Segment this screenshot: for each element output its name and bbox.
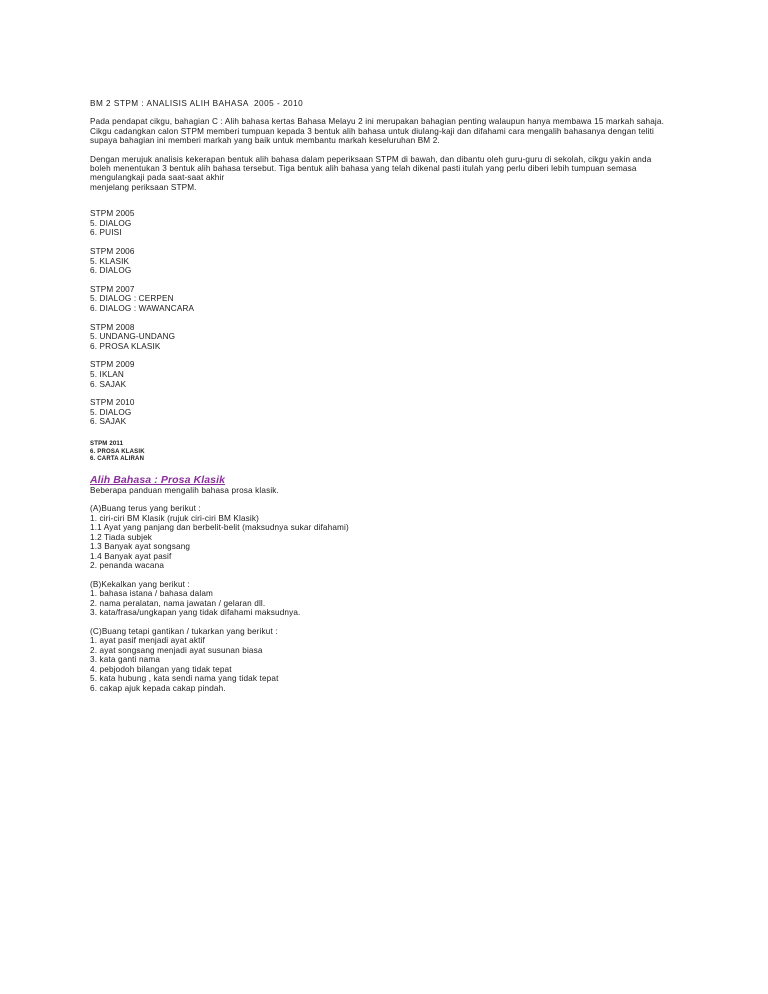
- section-heading-link[interactable]: Alih Bahasa : Prosa Klasik: [90, 473, 226, 486]
- part-heading: (A)Buang terus yang berikut :: [90, 504, 201, 514]
- analysis-line: boleh menentukan 3 bentuk alih bahasa tersebut. Tiga bentuk alih bahasa yang telah dikenal pasti itulah yang perlu diberi lebih tumpuan semasa: [90, 164, 637, 174]
- part-heading: (B)Kekalkan yang berikut :: [90, 579, 190, 589]
- part-a: [90, 504, 690, 571]
- year-label: STPM 2006: [90, 247, 135, 257]
- intro-line: supaya bahagian ini memberi markah yang baik untuk membantu markah keseluruhan BM 2.: [90, 136, 440, 146]
- part-heading: (C)Buang tetapi gantikan / tukarkan yang berikut :: [90, 626, 278, 636]
- year-block-2005: [90, 209, 690, 238]
- year-block-2008: [90, 323, 690, 352]
- intro-paragraph: [90, 117, 690, 145]
- part-item: 2. ayat songsang menjadi ayat susunan biasa: [90, 645, 263, 655]
- part-item: 2. nama peralatan, nama jawatan / gelaran dll.: [90, 598, 266, 608]
- part-item: 1. ciri-ciri BM Klasik (rujuk ciri-ciri BM Klasik): [90, 513, 259, 523]
- year-block-2007: [90, 285, 690, 314]
- year-item: 6. DIALOG: [90, 266, 132, 276]
- part-item: 3. kata ganti nama: [90, 655, 161, 665]
- year-item: 6. PROSA KLASIK: [90, 448, 145, 455]
- part-item: 2. penanda wacana: [90, 561, 165, 571]
- part-item: 5. kata hubung , kata sendi nama yang tidak tepat: [90, 674, 279, 684]
- analysis-line: mengulangkaji pada saat-saat akhir: [90, 173, 225, 183]
- year-item: 5. UNDANG-UNDANG: [90, 332, 176, 342]
- year-block-2006: [90, 247, 690, 276]
- analysis-paragraph: [90, 155, 690, 193]
- document-title: BM 2 STPM : ANALISIS ALIH BAHASA 2005 - 2010: [90, 99, 304, 108]
- year-item: 5. DIALOG: [90, 218, 132, 228]
- year-block-2009: [90, 360, 690, 389]
- part-item: 6. cakap ajuk kepada cakap pindah.: [90, 683, 226, 693]
- year-label: STPM 2010: [90, 398, 135, 408]
- part-item: 1.2 Tiada subjek: [90, 532, 153, 542]
- year-item: 5. DIALOG : CERPEN: [90, 294, 174, 304]
- year-item: 6. DIALOG : WAWANCARA: [90, 304, 195, 313]
- year-item: 6. PROSA KLASIK: [90, 341, 161, 351]
- year-item: 6. SAJAK: [90, 379, 127, 389]
- document-page: [90, 99, 690, 693]
- part-b: [90, 580, 690, 618]
- year-item: 6. PUISI: [90, 228, 122, 238]
- year-label: STPM 2005: [90, 209, 135, 219]
- part-c: [90, 627, 690, 694]
- year-block-2011: [90, 441, 690, 464]
- year-label: STPM 2009: [90, 360, 135, 370]
- part-item: 1. bahasa istana / bahasa dalam: [90, 589, 213, 599]
- year-item: 6. SAJAK: [90, 417, 127, 427]
- year-item: 5. IKLAN: [90, 369, 124, 379]
- year-block-2010: [90, 398, 690, 427]
- year-label: STPM 2007: [90, 284, 135, 294]
- year-item: 5. KLASIK: [90, 256, 130, 266]
- part-item: 1. ayat pasif menjadi ayat aktif: [90, 636, 205, 646]
- analysis-line: menjelang periksaan STPM.: [90, 182, 197, 192]
- section-intro: Beberapa panduan mengalih bahasa prosa klasik.: [90, 485, 279, 495]
- year-label: STPM 2008: [90, 322, 135, 332]
- year-item: 6. CARTA ALIRAN: [90, 456, 145, 463]
- part-item: 3. kata/frasa/ungkapan yang tidak difahami maksudnya.: [90, 608, 301, 618]
- analysis-line: Dengan merujuk analisis kekerapan bentuk alih bahasa dalam peperiksaan STPM di bawah, dan dibantu oleh guru-guru di sekolah, cikgu yakin anda: [90, 154, 652, 164]
- part-item: 1.4 Banyak ayat pasif: [90, 551, 172, 561]
- part-item: 1.1 Ayat yang panjang dan berbelit-belit (maksudnya sukar difahami): [90, 523, 349, 533]
- year-item: 5. DIALOG: [90, 407, 132, 417]
- year-label: STPM 2011: [90, 440, 124, 447]
- part-item: 4. pebjodoh bilangan yang tidak tepat: [90, 664, 232, 674]
- part-item: 1.3 Banyak ayat songsang: [90, 542, 191, 552]
- intro-line: Cikgu cadangkan calon STPM memberi tumpuan kepada 3 bentuk alih bahasa untuk diulang-kaji dan difahami cara mengalih bahasanya dengan teliti: [90, 126, 654, 136]
- intro-line: Pada pendapat cikgu, bahagian C : Alih bahasa kertas Bahasa Melayu 2 ini merupakan bahagian penting walaupun hanya membawa 15 markah sahaja.: [90, 117, 665, 127]
